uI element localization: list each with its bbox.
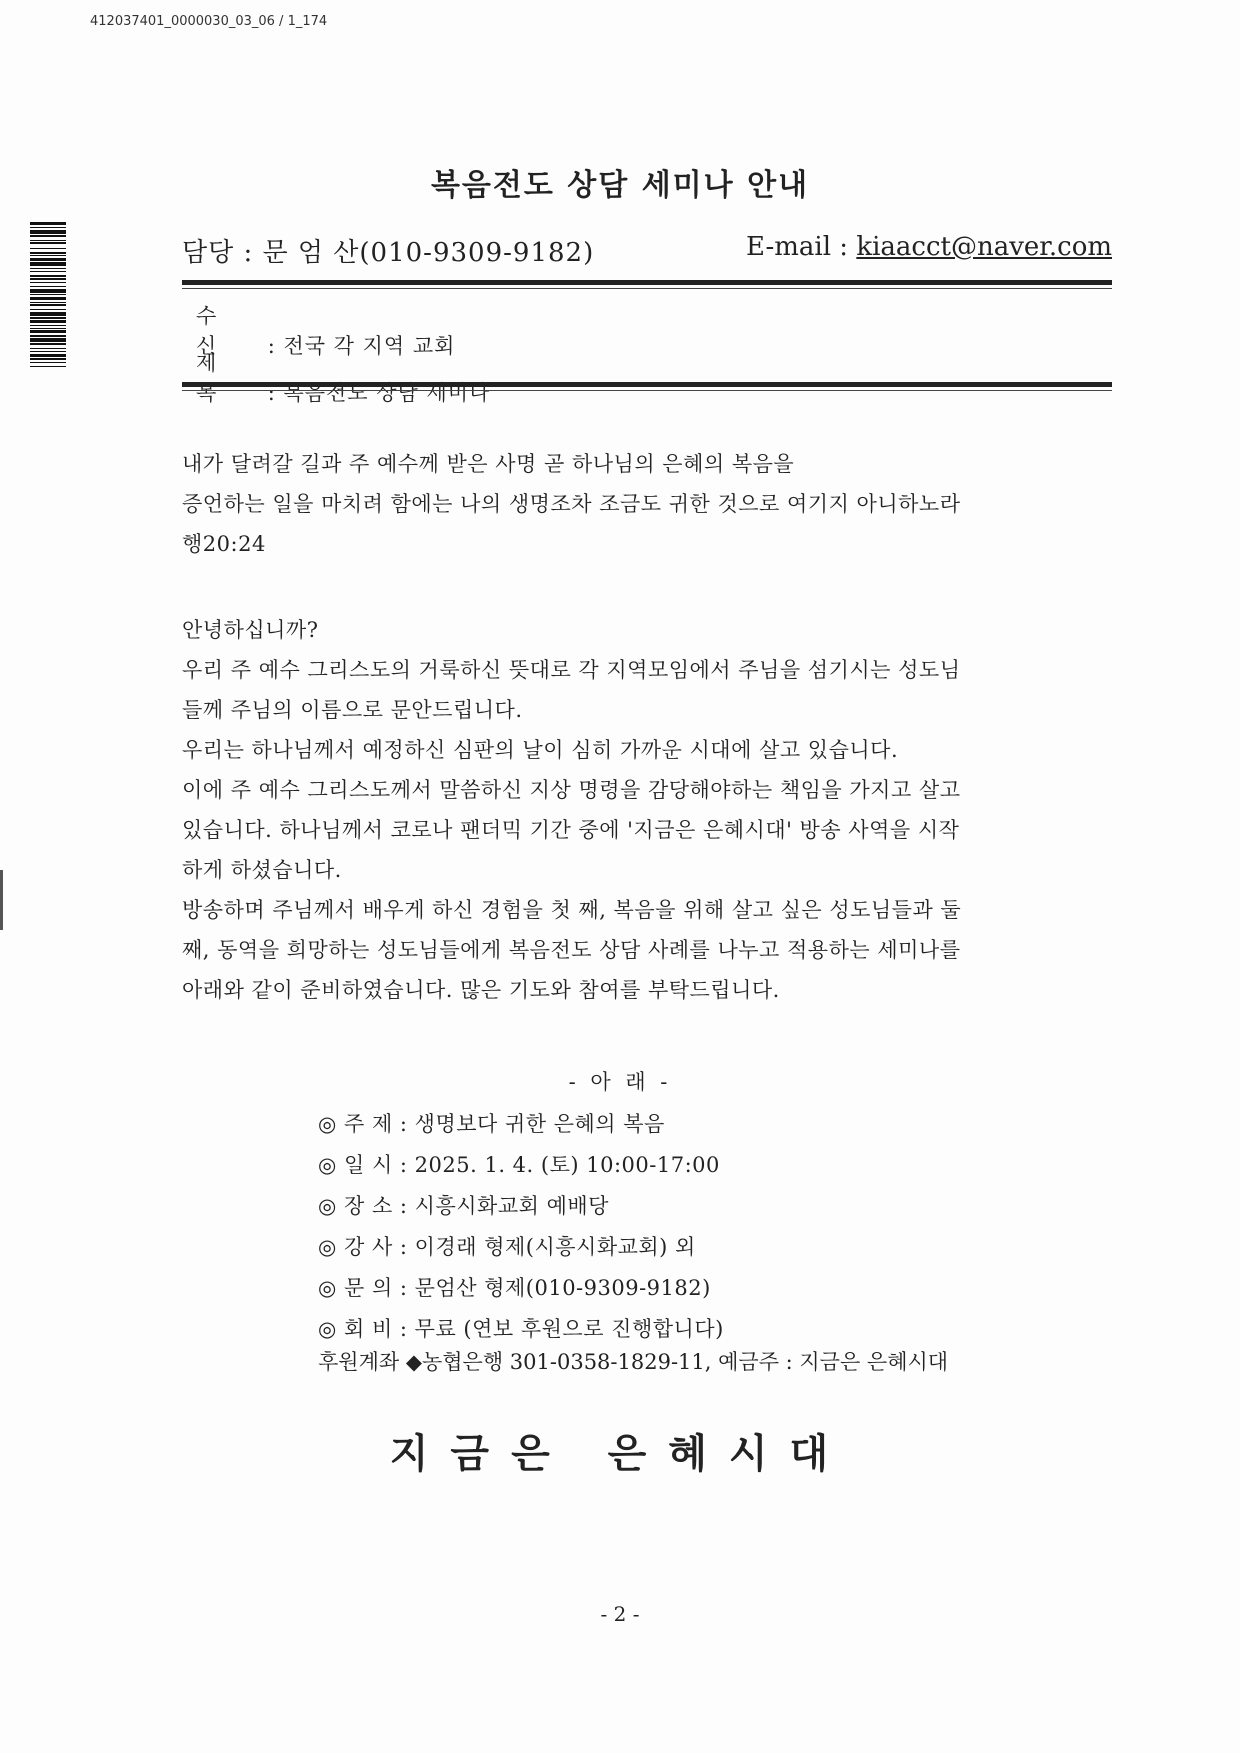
verse-line: 증언하는 일을 마치려 함에는 나의 생명조차 조금도 귀한 것으로 여기지 아니하노라 xyxy=(182,492,961,516)
event-details xyxy=(318,1104,724,1350)
detail-datetime: ◎ 일 시 : 2025. 1. 4. (토) 10:00-17:00 xyxy=(318,1153,720,1177)
organization-name: 지금은 은혜시대 xyxy=(389,1430,851,1477)
body-line: 우리 주 예수 그리스도의 거룩하신 뜻대로 각 지역모임에서 주님을 섬기시는 성도님 xyxy=(182,658,961,682)
body-line: 아래와 같이 준비하였습니다. 많은 기도와 참여를 부탁드립니다. xyxy=(182,978,780,1002)
verse-line: 내가 달려갈 길과 주 예수께 받은 사명 곧 하나님의 은혜의 복음을 xyxy=(182,452,795,476)
body-line: 방송하며 주님께서 배우게 하신 경험을 첫 째, 복음을 위해 살고 싶은 성도님들과 둘 xyxy=(182,898,962,922)
detail-inquiry: ◎ 문 의 : 문엄산 형제(010-9309-9182) xyxy=(318,1276,711,1300)
recipient-label: 수신 xyxy=(196,304,241,358)
greeting: 안녕하십니까? xyxy=(182,618,319,642)
subject-row xyxy=(196,347,490,407)
subject-value: : 복음전도 상담 세미나 xyxy=(267,381,491,405)
detail-fee: ◎ 회 비 : 무료 (연보 후원으로 진행합니다) xyxy=(318,1317,724,1341)
body-line: 우리는 하나님께서 예정하신 심판의 날이 심히 가까운 시대에 살고 있습니다. xyxy=(182,738,899,762)
donation-account: 후원계좌 ◆농협은행 301-0358-1829-11, 예금주 : 지금은 은혜시대 xyxy=(318,1350,949,1374)
header-rule-bottom xyxy=(182,382,1112,391)
email-label: E-mail : xyxy=(746,232,857,262)
body-line: 들께 주님의 이름으로 문안드립니다. xyxy=(182,698,523,722)
notice-heading: - 아 래 - xyxy=(568,1070,672,1094)
page-number: - 2 - xyxy=(600,1602,640,1626)
detail-speaker: ◎ 강 사 : 이경래 형제(시흥시화교회) 외 xyxy=(318,1235,696,1259)
body-text xyxy=(182,610,1112,1010)
scan-edge-mark xyxy=(0,870,3,930)
subject-label: 제목 xyxy=(196,351,241,405)
recipient-value: : 전국 각 지역 교회 xyxy=(267,334,456,358)
header-rule-top xyxy=(182,280,1112,289)
email-link[interactable]: kiaacct@naver.com xyxy=(856,232,1112,262)
document-id: 412037401_0000030_03_06 / 1_174 xyxy=(90,14,328,29)
contact-line xyxy=(182,232,1112,272)
detail-topic: ◎ 주 제 : 생명보다 귀한 은혜의 복음 xyxy=(318,1112,665,1136)
barcode-image xyxy=(30,222,66,504)
body-line: 이에 주 예수 그리스도께서 말씀하신 지상 명령을 감당해야하는 책임을 가지고 살고 xyxy=(182,778,961,802)
body-line: 째, 동역을 희망하는 성도님들에게 복음전도 상담 사례를 나누고 적용하는 세미나를 xyxy=(182,938,961,962)
contact-email-block xyxy=(746,232,1112,262)
body-line: 하게 하셨습니다. xyxy=(182,858,342,882)
verse-reference: 행20:24 xyxy=(182,532,266,556)
scripture-verse xyxy=(182,444,1112,564)
page-title: 복음전도 상담 세미나 안내 xyxy=(430,168,810,203)
body-line: 있습니다. 하나님께서 코로나 팬더믹 기간 중에 '지금은 은혜시대' 방송 사역을 시작 xyxy=(182,818,960,842)
detail-venue: ◎ 장 소 : 시흥시화교회 예배당 xyxy=(318,1194,609,1218)
contact-person: 담당 : 문 엄 산(010-9309-9182) xyxy=(182,238,595,268)
